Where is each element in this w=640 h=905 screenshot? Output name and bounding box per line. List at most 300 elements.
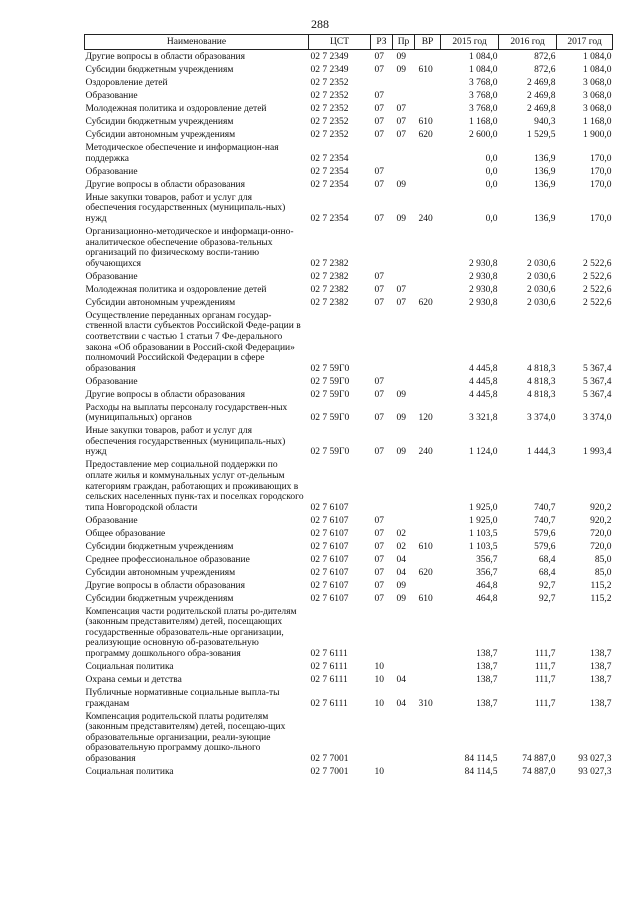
table-row	[85, 282, 613, 295]
cell-pr: 02	[396, 541, 406, 552]
cell-cst: 02 7 2382	[310, 258, 349, 269]
cell-2016: 136,9	[534, 179, 556, 190]
cell-cst: 02 7 59Г0	[310, 413, 350, 424]
cell-2017: 920,2	[590, 502, 612, 513]
cell-cst: 02 7 6107	[310, 502, 349, 513]
cell-2015: 138,7	[476, 649, 498, 660]
cell-2015: 4 445,8	[469, 389, 498, 400]
cell-cst: 02 7 2349	[310, 65, 349, 76]
cell-2017: 138,7	[590, 674, 612, 685]
cell-2017: 1 084,0	[583, 52, 612, 63]
cell-cst: 02 7 7001	[310, 766, 349, 777]
table-row	[85, 50, 613, 63]
cell-2016: 2 030,6	[527, 284, 556, 295]
cell-2016: 3 374,0	[527, 413, 556, 424]
cell-2015: 464,8	[476, 580, 498, 591]
cell-pr: 07	[396, 104, 406, 115]
cell-2015: 1 084,0	[469, 65, 498, 76]
cell-vr	[415, 282, 441, 295]
cell-2015: 1 124,0	[469, 447, 498, 458]
cell-name: Иные закупки товаров, работ и услуг для обеспечения государственных (муниципаль-ных) нужд	[85, 426, 286, 458]
header-2015: 2015 год	[441, 35, 499, 50]
cell-cst: 02 7 6111	[310, 649, 348, 660]
cell-vr: 240	[418, 447, 433, 458]
cell-rz: 07	[374, 554, 384, 565]
cell-2017: 920,2	[590, 515, 612, 526]
header-2017: 2017 год	[557, 35, 613, 50]
table-row	[85, 552, 613, 565]
cell-pr: 09	[396, 389, 406, 400]
table-row	[85, 686, 613, 710]
cell-cst: 02 7 6107	[310, 567, 349, 578]
cell-pr: 04	[396, 554, 406, 565]
table-row	[85, 308, 613, 374]
cell-rz: 07	[374, 104, 384, 115]
cell-pr: 09	[396, 413, 406, 424]
table-row	[85, 225, 613, 270]
table-row	[85, 164, 613, 177]
cell-pr: 09	[396, 593, 406, 604]
cell-rz: 07	[374, 91, 384, 102]
table-row	[85, 709, 613, 764]
cell-cst: 02 7 2352	[310, 117, 349, 128]
cell-vr	[415, 604, 441, 659]
cell-2016: 872,6	[534, 65, 556, 76]
table-row	[85, 400, 613, 424]
cell-2016: 2 469,8	[527, 104, 556, 115]
cell-rz	[371, 604, 393, 659]
table-row	[85, 591, 613, 604]
cell-2016: 579,6	[534, 541, 556, 552]
table-row	[85, 578, 613, 591]
cell-pr	[393, 458, 415, 513]
cell-pr	[393, 141, 415, 165]
cell-rz	[371, 141, 393, 165]
cell-2016: 740,7	[534, 502, 556, 513]
header-vr: ВР	[415, 35, 441, 50]
table-row	[85, 141, 613, 165]
cell-2015: 3 768,0	[469, 104, 498, 115]
cell-2016: 579,6	[534, 528, 556, 539]
cell-vr	[415, 526, 441, 539]
table-row	[85, 76, 613, 89]
cell-cst: 02 7 2354	[310, 153, 349, 164]
cell-cst: 02 7 6107	[310, 593, 349, 604]
cell-2015: 1 168,0	[469, 117, 498, 128]
cell-cst: 02 7 6107	[310, 528, 349, 539]
cell-2016: 2 030,6	[527, 271, 556, 282]
cell-name: Образование	[85, 271, 138, 282]
cell-pr: 07	[396, 117, 406, 128]
cell-2017: 93 027,3	[578, 766, 612, 777]
cell-rz: 07	[374, 52, 384, 63]
cell-2016: 111,7	[534, 649, 556, 660]
cell-2015: 356,7	[476, 567, 498, 578]
cell-2017: 115,2	[590, 580, 612, 591]
cell-cst: 02 7 6107	[310, 541, 349, 552]
cell-2017: 2 522,6	[583, 284, 612, 295]
cell-vr	[415, 458, 441, 513]
cell-2017: 138,7	[590, 649, 612, 660]
cell-cst: 02 7 7001	[310, 753, 349, 764]
cell-cst: 02 7 2354	[310, 214, 349, 225]
table-row	[85, 565, 613, 578]
cell-rz: 07	[374, 389, 384, 400]
cell-name: Субсидии автономным учреждениям	[85, 567, 236, 578]
cell-name: Субсидии бюджетным учреждениям	[85, 65, 234, 76]
table-row	[85, 673, 613, 686]
cell-pr: 09	[396, 52, 406, 63]
cell-pr: 09	[396, 179, 406, 190]
cell-name: Субсидии автономным учреждениям	[85, 297, 236, 308]
cell-vr: 610	[418, 541, 433, 552]
cell-2015: 2 600,0	[469, 130, 498, 141]
cell-rz	[371, 308, 393, 374]
cell-vr	[415, 225, 441, 270]
cell-2015: 138,7	[476, 674, 498, 685]
cell-rz: 07	[374, 413, 384, 424]
cell-cst: 02 7 2382	[310, 271, 349, 282]
cell-2016: 74 887,0	[522, 753, 556, 764]
header-name: Наименование	[85, 35, 309, 50]
cell-2015: 2 930,8	[469, 284, 498, 295]
cell-2017: 2 522,6	[583, 258, 612, 269]
cell-name: Компенсация родительской платы родителям (законным представителям) детей, посещаю-щих образовательные организации, реали-зующие образовательную программу дошко-льного образования	[85, 711, 286, 764]
cell-cst: 02 7 2352	[310, 104, 349, 115]
cell-pr	[393, 660, 415, 673]
page-number: 288	[311, 17, 329, 31]
cell-2016: 1 529,5	[527, 130, 556, 141]
cell-name: Субсидии бюджетным учреждениям	[85, 117, 234, 128]
cell-2015: 1 084,0	[469, 52, 498, 63]
cell-rz: 10	[374, 662, 384, 672]
table-row	[85, 526, 613, 539]
cell-vr	[415, 552, 441, 565]
cell-cst: 02 7 59Г0	[310, 376, 350, 387]
cell-vr	[415, 578, 441, 591]
cell-pr	[393, 374, 415, 387]
cell-2017: 170,0	[590, 214, 612, 225]
cell-2015: 138,7	[476, 662, 498, 672]
cell-vr	[415, 709, 441, 764]
cell-2016: 92,7	[538, 593, 556, 604]
cell-2016: 872,6	[534, 52, 556, 63]
cell-pr: 07	[396, 284, 406, 295]
cell-pr	[393, 709, 415, 764]
cell-vr: 240	[418, 214, 433, 225]
table-row	[85, 190, 613, 224]
cell-2015: 0,0	[485, 153, 498, 164]
cell-cst: 02 7 2352	[310, 130, 349, 141]
cell-2015: 1 103,5	[469, 541, 498, 552]
cell-pr	[393, 225, 415, 270]
cell-cst: 02 7 59Г0	[310, 447, 350, 458]
cell-2015: 2 930,8	[469, 297, 498, 308]
cell-2016: 740,7	[534, 515, 556, 526]
cell-2016: 136,9	[534, 166, 556, 177]
cell-2016: 74 887,0	[522, 766, 556, 777]
cell-2016: 136,9	[534, 153, 556, 164]
cell-cst: 02 7 59Г0	[310, 389, 350, 400]
cell-rz	[371, 225, 393, 270]
cell-2016: 2 469,8	[527, 78, 556, 89]
cell-2017: 3 374,0	[583, 413, 612, 424]
table-body	[85, 50, 613, 778]
cell-name: Социальная политика	[85, 662, 174, 672]
cell-2017: 170,0	[590, 153, 612, 164]
cell-rz: 07	[374, 179, 384, 190]
cell-name: Другие вопросы в области образования	[85, 580, 245, 591]
header-2016: 2016 год	[499, 35, 557, 50]
cell-cst: 02 7 2352	[310, 91, 349, 102]
cell-name: Образование	[85, 166, 138, 177]
cell-2017: 2 522,6	[583, 297, 612, 308]
table-row	[85, 63, 613, 76]
cell-2017: 1 168,0	[583, 117, 612, 128]
cell-rz: 07	[374, 117, 384, 128]
cell-2017: 93 027,3	[578, 753, 612, 764]
cell-rz: 07	[374, 593, 384, 604]
cell-2017: 5 367,4	[583, 389, 612, 400]
cell-2017: 138,7	[590, 698, 612, 709]
cell-pr	[393, 269, 415, 282]
cell-name: Образование	[85, 91, 138, 102]
cell-rz: 07	[374, 130, 384, 141]
cell-2015: 0,0	[485, 179, 498, 190]
cell-rz: 10	[374, 674, 384, 685]
cell-2016: 2 469,8	[527, 91, 556, 102]
table-row	[85, 660, 613, 673]
cell-2017: 138,7	[590, 662, 612, 672]
cell-2016: 136,9	[534, 214, 556, 225]
table-row	[85, 102, 613, 115]
cell-2016: 4 818,3	[527, 363, 556, 374]
cell-2017: 720,0	[590, 541, 612, 552]
cell-2016: 2 030,6	[527, 258, 556, 269]
cell-vr	[415, 308, 441, 374]
cell-2016: 1 444,3	[527, 447, 556, 458]
cell-pr: 09	[396, 65, 406, 76]
cell-2017: 1 084,0	[583, 65, 612, 76]
cell-cst: 02 7 59Г0	[310, 363, 350, 374]
cell-cst: 02 7 2349	[310, 52, 349, 63]
cell-2017: 3 068,0	[583, 78, 612, 89]
cell-2017: 5 367,4	[583, 363, 612, 374]
cell-rz: 07	[374, 284, 384, 295]
cell-rz: 07	[374, 541, 384, 552]
cell-pr	[393, 89, 415, 102]
cell-rz: 07	[374, 515, 384, 526]
cell-name: Публичные нормативные социальные выпла-ты гражданам	[85, 687, 280, 709]
cell-cst: 02 7 6111	[310, 698, 348, 709]
cell-pr: 07	[396, 297, 406, 308]
cell-name: Методическое обеспечение и информацион-ная поддержка	[85, 143, 279, 164]
cell-pr	[393, 308, 415, 374]
table-row	[85, 458, 613, 513]
cell-2015: 3 768,0	[469, 78, 498, 89]
cell-name: Другие вопросы в области образования	[85, 52, 245, 63]
cell-vr: 620	[418, 297, 433, 308]
cell-vr	[415, 765, 441, 778]
cell-pr: 07	[396, 130, 406, 141]
cell-name: Субсидии автономным учреждениям	[85, 130, 236, 141]
cell-rz: 07	[374, 528, 384, 539]
cell-2017: 3 068,0	[583, 91, 612, 102]
cell-pr: 04	[396, 567, 406, 578]
cell-name: Другие вопросы в области образования	[85, 179, 245, 190]
cell-vr	[415, 102, 441, 115]
cell-name: Охрана семьи и детства	[85, 674, 182, 685]
cell-vr: 610	[418, 117, 433, 128]
cell-vr	[415, 76, 441, 89]
cell-2015: 0,0	[485, 214, 498, 225]
cell-pr: 09	[396, 580, 406, 591]
cell-name: Компенсация части родительской платы ро-дителям (законным представителям) детей, посещающих государственные образователь-ные организации, реализующие основную об-разовательную программу дошкольного обра-зования	[85, 606, 297, 660]
cell-2015: 0,0	[485, 166, 498, 177]
cell-rz: 07	[374, 65, 384, 76]
cell-rz	[371, 76, 393, 89]
cell-2015: 2 930,8	[469, 258, 498, 269]
cell-2017: 115,2	[590, 593, 612, 604]
table-header-row	[85, 35, 613, 50]
cell-2015: 3 321,8	[469, 413, 498, 424]
cell-2017: 2 522,6	[583, 271, 612, 282]
cell-2017: 1 993,4	[583, 447, 612, 458]
cell-cst: 02 7 2354	[310, 166, 349, 177]
cell-pr: 09	[396, 447, 406, 458]
cell-pr	[393, 765, 415, 778]
cell-name: Осуществление переданных органам государ-ственной власти субъектов Российской Феде-рации в соответствии с частью 1 статьи 7 Фе-дерального закона «Об образовании в Россий-ской Федерации» полномочий Российской Федерации в сфере образования	[85, 310, 301, 374]
cell-pr	[393, 76, 415, 89]
cell-name: Субсидии бюджетным учреждениям	[85, 541, 234, 552]
cell-2015: 464,8	[476, 593, 498, 604]
cell-2015: 1 925,0	[469, 502, 498, 513]
cell-vr	[415, 374, 441, 387]
cell-2015: 356,7	[476, 554, 498, 565]
cell-rz: 10	[374, 766, 384, 777]
header-rz: РЗ	[371, 35, 393, 50]
table-row	[85, 295, 613, 308]
cell-2015: 4 445,8	[469, 376, 498, 387]
cell-cst: 02 7 6107	[310, 554, 349, 565]
cell-name: Иные закупки товаров, работ и услуг для обеспечения государственных (муниципаль-ных) нужд	[85, 192, 286, 225]
cell-vr: 620	[418, 130, 433, 141]
cell-2016: 68,4	[538, 567, 556, 578]
cell-cst: 02 7 6107	[310, 515, 349, 526]
cell-vr	[415, 387, 441, 400]
cell-vr	[415, 164, 441, 177]
cell-rz: 10	[374, 698, 384, 709]
cell-2015: 84 114,5	[464, 753, 498, 764]
cell-vr: 620	[418, 567, 433, 578]
cell-2015: 3 768,0	[469, 91, 498, 102]
cell-rz: 07	[374, 166, 384, 177]
cell-2016: 4 818,3	[527, 389, 556, 400]
cell-name: Расходы на выплаты персоналу государствен-ных (муниципальных) органов	[85, 402, 288, 424]
cell-2016: 2 030,6	[527, 297, 556, 308]
cell-vr	[415, 269, 441, 282]
table-row	[85, 128, 613, 141]
table-row	[85, 424, 613, 458]
cell-vr	[415, 513, 441, 526]
cell-2017: 170,0	[590, 179, 612, 190]
cell-cst: 02 7 6111	[310, 674, 348, 685]
header-pr: Пр	[393, 35, 415, 50]
table-row	[85, 374, 613, 387]
cell-vr	[415, 89, 441, 102]
cell-cst: 02 7 2352	[310, 78, 349, 89]
cell-2017: 3 068,0	[583, 104, 612, 115]
cell-pr: 04	[396, 674, 406, 685]
cell-pr: 09	[396, 214, 406, 225]
cell-rz: 07	[374, 214, 384, 225]
cell-2015: 84 114,5	[464, 766, 498, 777]
cell-2016: 940,3	[534, 117, 556, 128]
cell-2015: 2 930,8	[469, 271, 498, 282]
cell-name: Среднее профессиональное образование	[85, 554, 250, 565]
table-row	[85, 513, 613, 526]
cell-pr	[393, 604, 415, 659]
cell-rz: 07	[374, 376, 384, 387]
cell-vr	[415, 660, 441, 673]
cell-cst: 02 7 2382	[310, 297, 349, 308]
cell-name: Оздоровление детей	[85, 78, 168, 89]
cell-name: Предоставление мер социальной поддержки по оплате жилья и коммунальных услуг от-дельным категориям граждан, работающих и проживающих в сельских населенных пунк-тах и поселках городского типа Новгородской области	[85, 460, 304, 513]
cell-rz: 07	[374, 297, 384, 308]
cell-2017: 1 900,0	[583, 130, 612, 141]
cell-cst: 02 7 6107	[310, 580, 349, 591]
cell-cst: 02 7 2354	[310, 179, 349, 190]
cell-2017: 85,0	[594, 554, 612, 565]
cell-name: Образование	[85, 376, 138, 387]
cell-2017: 85,0	[594, 567, 612, 578]
cell-pr: 02	[396, 528, 406, 539]
cell-2016: 111,7	[534, 662, 556, 672]
cell-rz: 07	[374, 271, 384, 282]
cell-2017: 720,0	[590, 528, 612, 539]
cell-vr	[415, 50, 441, 63]
cell-2015: 138,7	[476, 698, 498, 709]
cell-name: Субсидии бюджетным учреждениям	[85, 593, 234, 604]
cell-cst: 02 7 6111	[310, 662, 348, 672]
cell-2016: 111,7	[534, 674, 556, 685]
cell-vr: 120	[418, 413, 433, 424]
cell-vr: 610	[418, 593, 433, 604]
cell-2015: 1 925,0	[469, 515, 498, 526]
table-row	[85, 269, 613, 282]
cell-name: Другие вопросы в области образования	[85, 389, 245, 400]
cell-name: Молодежная политика и оздоровление детей	[85, 104, 267, 115]
table-row	[85, 604, 613, 659]
cell-rz: 07	[374, 447, 384, 458]
cell-2016: 111,7	[534, 698, 556, 709]
cell-vr	[415, 673, 441, 686]
cell-name: Молодежная политика и оздоровление детей	[85, 284, 267, 295]
cell-vr	[415, 177, 441, 190]
cell-2016: 68,4	[538, 554, 556, 565]
cell-rz	[371, 709, 393, 764]
table-row	[85, 765, 613, 778]
header-cst: ЦСТ	[309, 35, 371, 50]
cell-2017: 170,0	[590, 166, 612, 177]
cell-2016: 4 818,3	[527, 376, 556, 387]
cell-2017: 5 367,4	[583, 376, 612, 387]
cell-vr: 310	[418, 698, 433, 709]
table-row	[85, 387, 613, 400]
cell-name: Образование	[85, 515, 138, 526]
cell-rz: 07	[374, 580, 384, 591]
cell-name: Социальная политика	[85, 766, 174, 777]
